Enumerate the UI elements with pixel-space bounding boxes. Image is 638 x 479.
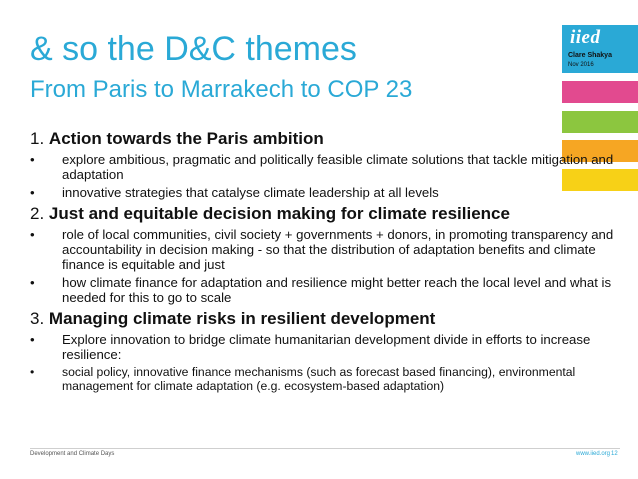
bullet-dot: • xyxy=(30,275,35,290)
bullet-text: innovative strategies that catalyse climate leadership at all levels xyxy=(62,185,439,200)
bullet-dot: • xyxy=(30,227,35,242)
bullet-item xyxy=(30,185,620,200)
section-title: Action towards the Paris ambition xyxy=(48,129,324,148)
bullet-item xyxy=(30,152,620,182)
bullet-item xyxy=(30,365,620,393)
footer-website-link[interactable]: www.iied.org xyxy=(576,451,611,457)
bullet-item xyxy=(30,275,620,305)
section-3-heading xyxy=(30,308,620,330)
footer-divider xyxy=(30,448,620,449)
bullet-dot: • xyxy=(30,185,35,200)
bullet-item xyxy=(30,227,620,272)
color-bar-pink xyxy=(562,81,638,103)
bullet-dot: • xyxy=(30,332,35,347)
slide-content xyxy=(30,128,620,396)
slide-title: & so the D&C themes xyxy=(30,30,357,68)
page-number: 12 xyxy=(611,451,618,457)
bullet-text: Explore innovation to bridge climate humanitarian development divide in efforts to increase resilience: xyxy=(62,332,591,362)
author-name: Clare Shakya xyxy=(568,52,612,59)
section-1-heading xyxy=(30,128,620,150)
footer-event-name: Development and Climate Days xyxy=(30,451,115,457)
bullet-text: social policy, innovative finance mechanisms (such as forecast based financing), environmental management for climate adaptation (e.g. ecosystem-based adaptation) xyxy=(62,365,576,393)
section-title: Just and equitable decision making for climate resilience xyxy=(48,204,510,223)
presentation-date: Nov 2016 xyxy=(568,62,594,68)
bullet-text: role of local communities, civil society + governments + donors, in promoting transparency and accountability in decision making - so that the distribution of adaptation benefits and climate finance is equitable and just xyxy=(62,227,614,272)
slide-subtitle: From Paris to Marrakech to COP 23 xyxy=(30,76,413,103)
bullet-dot: • xyxy=(30,152,35,167)
bullet-item xyxy=(30,332,620,362)
bullet-text: how climate finance for adaptation and resilience might better reach the local level and what is needed for this to go to scale xyxy=(62,275,612,305)
bullet-dot: • xyxy=(30,365,35,379)
section-2-heading xyxy=(30,203,620,225)
section-number: 1. xyxy=(30,129,45,148)
section-number: 2. xyxy=(30,204,45,223)
bullet-text: explore ambitious, pragmatic and politically feasible climate solutions that tackle mitigation and adaptation xyxy=(62,152,614,182)
brand-block xyxy=(562,25,638,73)
section-number: 3. xyxy=(30,309,45,328)
section-title: Managing climate risks in resilient development xyxy=(48,309,436,328)
iied-logo: iied xyxy=(570,27,601,48)
